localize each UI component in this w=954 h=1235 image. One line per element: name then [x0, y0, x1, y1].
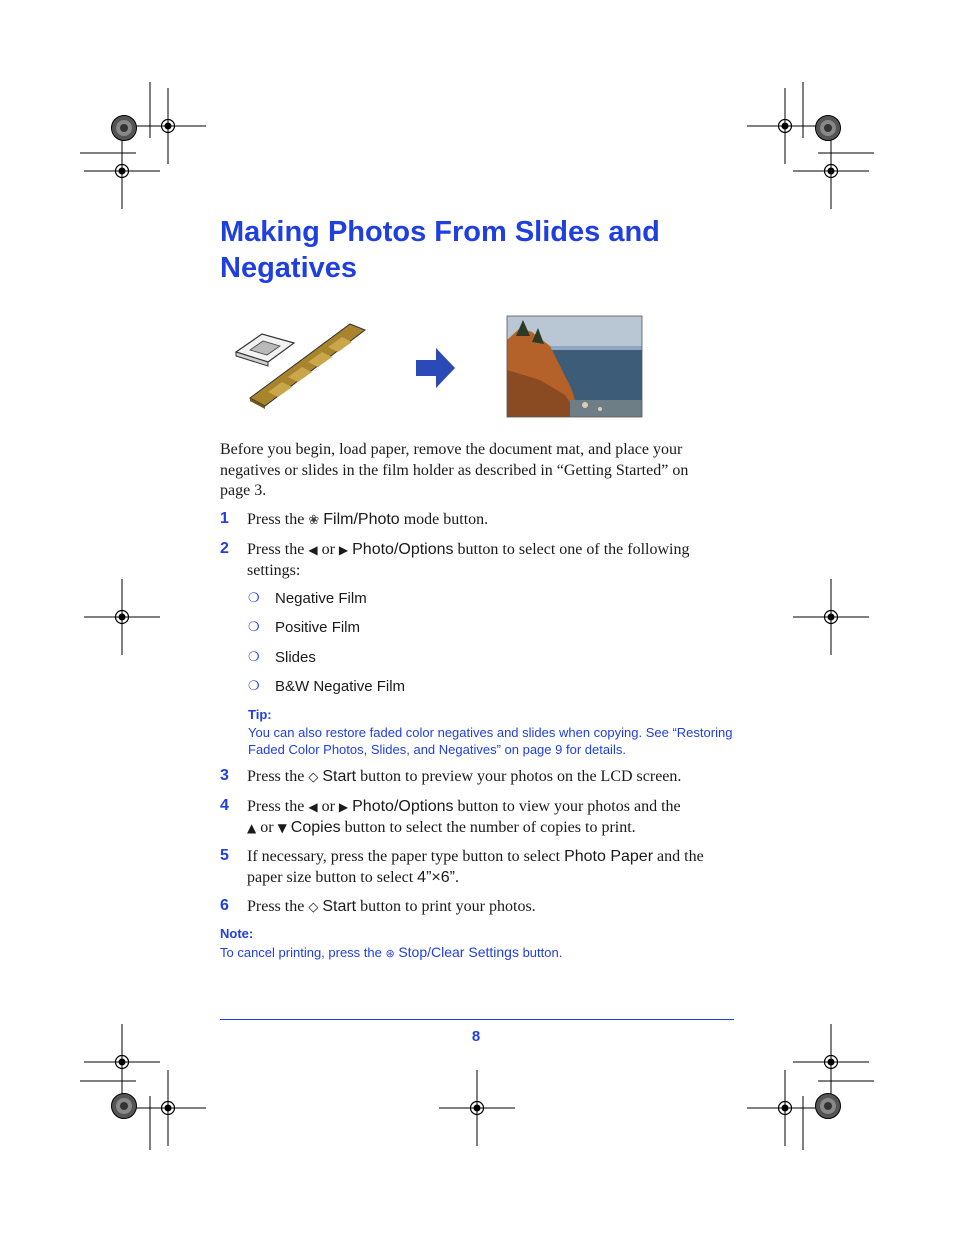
slides-to-photo-illustration	[220, 310, 650, 425]
film-photo-button-label: Film/Photo	[323, 511, 400, 528]
stop-clear-button-label: Stop/Clear Settings	[398, 944, 519, 960]
step-1-text: Press the ❀ Film/Photo mode button.	[247, 511, 489, 528]
registration-mark	[747, 88, 823, 164]
star-target	[112, 116, 137, 141]
setting-bw-negative-film: B&W Negative Film	[275, 678, 406, 695]
note-text: To cancel printing, press the ⊛ Stop/Clear Settings button.	[220, 944, 563, 960]
start-button-label: Start	[322, 898, 357, 915]
tip-text: You can also restore faded color negatives and slides when copying. See “Restoring Faded Color Photos, Slides, and Negatives” on page 9 for details.	[248, 725, 733, 757]
down-arrow-icon: ▼	[277, 820, 287, 835]
stop-icon: ⊛	[385, 947, 395, 960]
start-icon: ◇	[308, 900, 319, 915]
star-target	[816, 116, 841, 141]
setting-slides: Slides	[275, 649, 316, 666]
star-target	[112, 1094, 137, 1119]
step-4-text: Press the ◀ or ▶ Photo/Options button to view your photos and the ▲ or ▼ Copies button to select the number of copies to print.	[247, 798, 681, 836]
left-arrow-icon: ◀	[308, 543, 318, 557]
slide-icon	[236, 334, 294, 366]
registration-mark	[793, 1024, 869, 1100]
copies-button-label: Copies	[290, 818, 341, 836]
star-target	[816, 1094, 841, 1119]
up-arrow-icon: ▲	[247, 820, 257, 835]
step-3-text: Press the ◇ Start button to preview your photos on the LCD screen.	[247, 768, 682, 785]
photo-paper-label: Photo Paper	[564, 848, 654, 865]
step-number: 5	[220, 847, 229, 864]
coastal-photo	[507, 316, 642, 417]
bullet-icon: ❍	[248, 620, 260, 635]
start-icon: ◇	[308, 770, 319, 785]
film-photo-icon: ❀	[308, 513, 320, 528]
start-button-label: Start	[322, 768, 357, 785]
tip-title: Tip:	[248, 707, 272, 722]
bullet-icon: ❍	[248, 591, 260, 606]
step-number: 6	[220, 897, 229, 914]
step-2-text: Press the ◀ or ▶ Photo/Options button to select one of the following settings:	[247, 541, 690, 579]
registration-mark	[747, 1070, 823, 1146]
photo-options-button-label: Photo/Options	[352, 798, 454, 815]
step-number: 1	[220, 510, 229, 527]
registration-mark	[84, 579, 160, 655]
setting-positive-film: Positive Film	[275, 619, 361, 636]
bullet-icon: ❍	[248, 650, 260, 665]
step-number: 4	[220, 797, 229, 814]
registration-mark	[793, 133, 869, 209]
right-arrow-icon: ▶	[338, 800, 349, 814]
paper-size-label: 4”×6”	[417, 868, 455, 886]
page-number: 8	[471, 1028, 481, 1045]
photo-options-button-label: Photo/Options	[352, 541, 454, 558]
registration-mark	[84, 1024, 160, 1100]
setting-negative-film: Negative Film	[275, 590, 367, 607]
bullet-icon: ❍	[248, 679, 260, 694]
intro-paragraph: Before you begin, load paper, remove the document mat, and place your negatives or slides in the film holder as described in “Getting Started” on page 3.	[220, 441, 689, 499]
step-5-text: If necessary, press the paper type button to select Photo Paper and the paper size button to select 4”×6”.	[247, 848, 704, 886]
right-arrow-icon: ▶	[338, 543, 349, 557]
step-number: 2	[220, 540, 229, 557]
registration-mark	[793, 579, 869, 655]
registration-mark	[130, 88, 206, 164]
footer-rule	[220, 1019, 734, 1020]
left-arrow-icon: ◀	[308, 800, 318, 814]
registration-mark	[439, 1070, 515, 1146]
registration-mark	[130, 1070, 206, 1146]
page-title: Making Photos From Slides and Negatives	[220, 216, 660, 284]
step-number: 3	[220, 767, 229, 784]
registration-mark	[84, 133, 160, 209]
step-6-text: Press the ◇ Start button to print your photos.	[247, 898, 536, 915]
note-title: Note:	[220, 926, 254, 941]
arrow-right-icon	[416, 348, 455, 388]
